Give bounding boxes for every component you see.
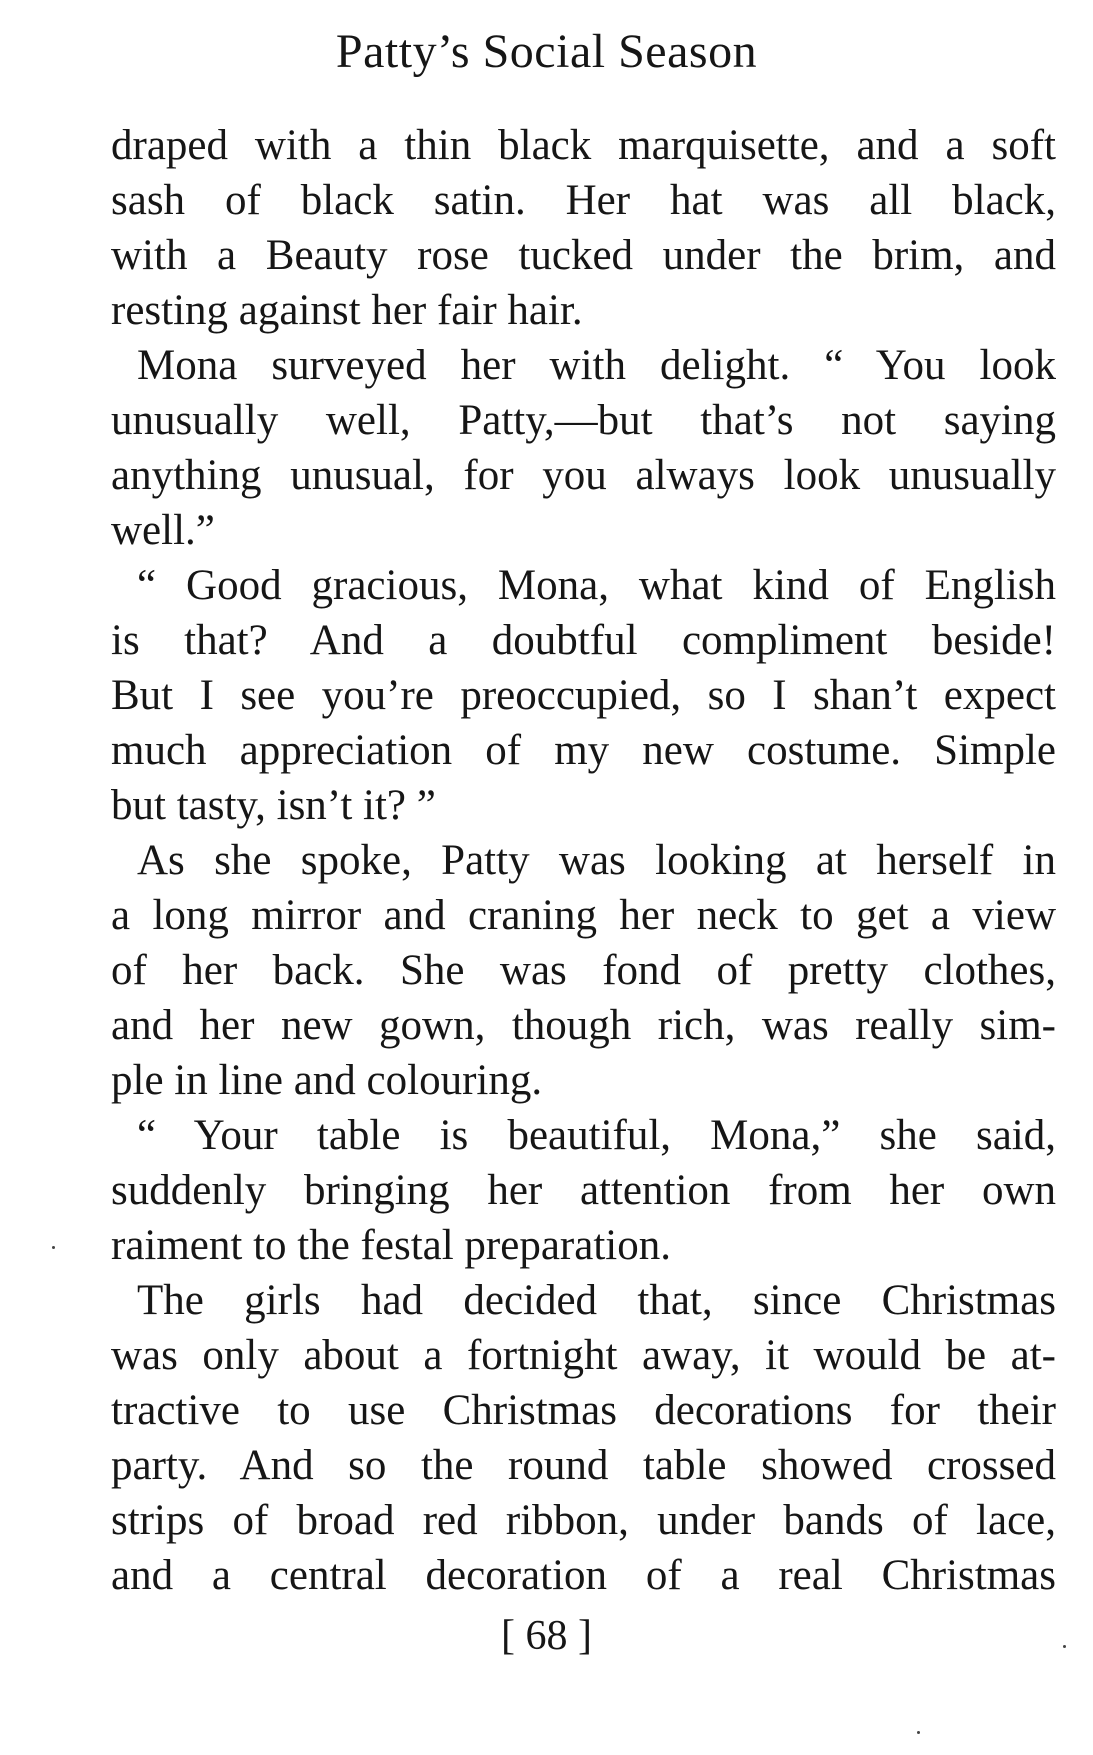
text-line: and a central decoration of a real Christmas <box>111 1552 1056 1599</box>
text-line: ple in line and colouring. <box>111 1057 543 1104</box>
text-line: Mona surveyed her with delight. “ You look <box>137 342 1056 389</box>
text-line: “ Good gracious, Mona, what kind of English <box>137 562 1056 609</box>
paper-speck <box>1063 1645 1066 1648</box>
text-line: a long mirror and craning her neck to get a view <box>111 892 1056 939</box>
running-head: Patty’s Social Season <box>335 25 758 78</box>
text-line: is that? And a doubtful compliment beside! <box>111 617 1056 664</box>
text-line: party. And so the round table showed crossed <box>111 1442 1056 1489</box>
text-line: much appreciation of my new costume. Simple <box>111 727 1056 774</box>
text-line: As she spoke, Patty was looking at herself in <box>137 837 1056 884</box>
text-line: sash of black satin. Her hat was all black, <box>111 177 1056 224</box>
text-line: unusually well, Patty,—but that’s not saying <box>111 397 1056 444</box>
text-line: draped with a thin black marquisette, and a soft <box>111 122 1056 169</box>
text-line: The girls had decided that, since Christmas <box>137 1277 1056 1324</box>
text-line: “ Your table is beautiful, Mona,” she said, <box>137 1112 1056 1159</box>
text-line: with a Beauty rose tucked under the brim, and <box>111 232 1056 279</box>
text-line: was only about a fortnight away, it would be at- <box>111 1332 1056 1379</box>
text-line: of her back. She was fond of pretty clothes, <box>111 947 1056 994</box>
text-line: well.” <box>111 507 215 554</box>
text-line: anything unusual, for you always look unusually <box>111 452 1056 499</box>
body-text <box>111 118 1056 1603</box>
text-line: suddenly bringing her attention from her own <box>111 1167 1056 1214</box>
text-line: strips of broad red ribbon, under bands of lace, <box>111 1497 1056 1544</box>
text-line: and her new gown, though rich, was really sim- <box>111 1002 1056 1049</box>
text-line: raiment to the festal preparation. <box>111 1222 671 1269</box>
paper-speck <box>52 1246 55 1249</box>
page-number: [ 68 ] <box>501 1613 592 1659</box>
paper-speck <box>917 1731 920 1734</box>
text-line: resting against her fair hair. <box>111 287 583 334</box>
text-line: But I see you’re preoccupied, so I shan’t expect <box>111 672 1056 719</box>
text-line: tractive to use Christmas decorations for their <box>111 1387 1056 1434</box>
text-line: but tasty, isn’t it? ” <box>111 782 436 829</box>
